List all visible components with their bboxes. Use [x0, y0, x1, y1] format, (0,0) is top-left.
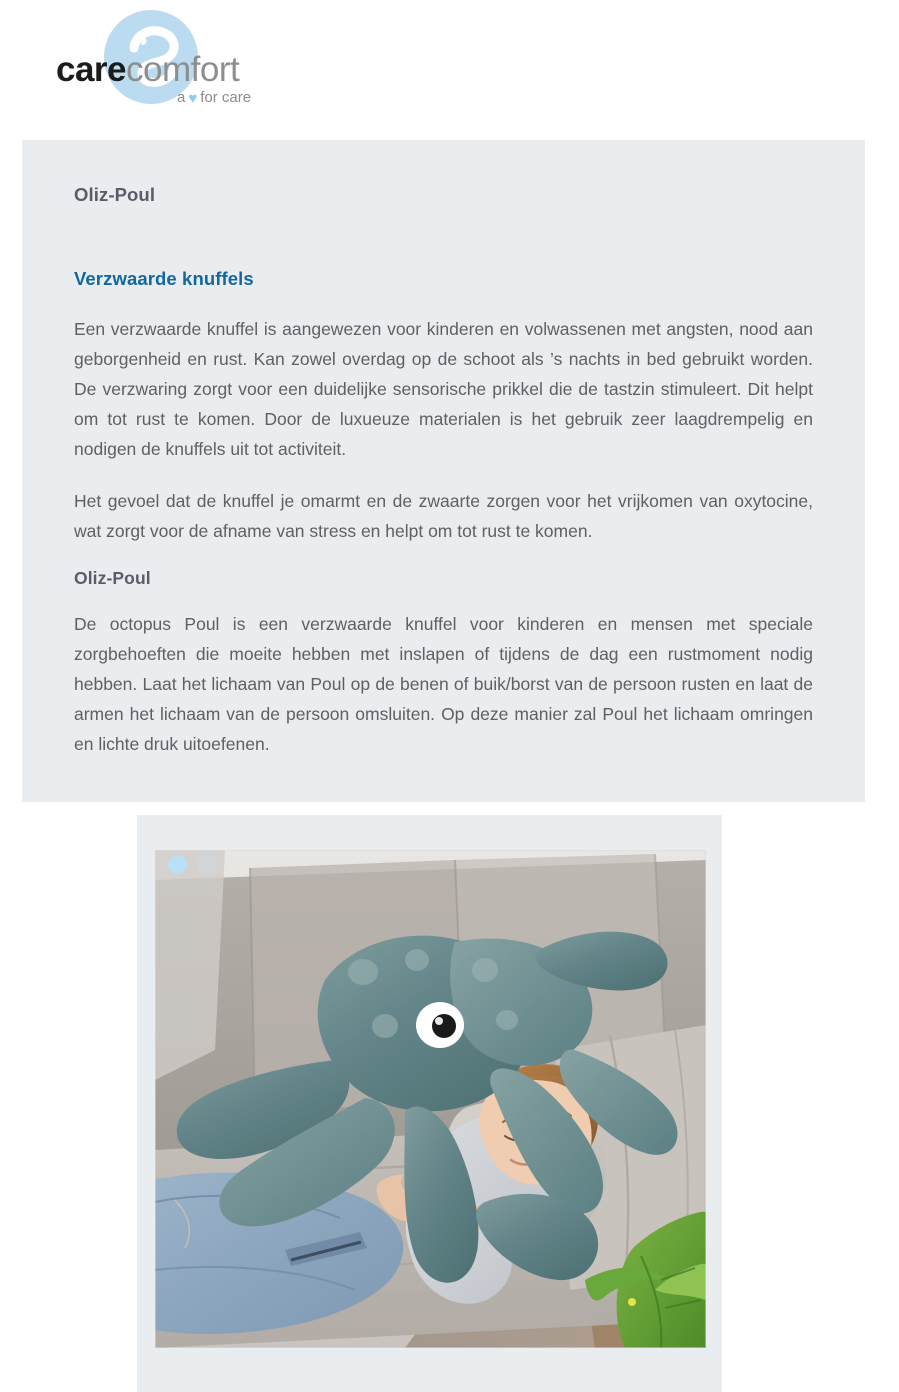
paragraph-product-description: De octopus Poul is een verzwaarde knuffel voor kinderen en mensen met speciale zorgbehoeften die moeite hebben met inslapen of tijdens de dag een rustmoment nodig hebben. Laat het lichaam van Poul op de benen of buik/borst van de persoon rusten en laat de armen het lichaam van de persoon omsluiten. Op deze manier zal Poul het lichaam omringen en lichte druk uitoefenen. [74, 614, 813, 754]
brand-logo [52, 4, 352, 116]
heart-icon: ♥ [188, 90, 198, 107]
logo-text-care: care [56, 50, 127, 89]
product-photo[interactable] [155, 850, 706, 1348]
carousel-dot-1[interactable] [168, 855, 187, 874]
page-title: Oliz-Poul [74, 184, 156, 205]
product-image-card [137, 815, 722, 1392]
tagline-text-after: for care [200, 89, 252, 106]
logo-wordmark [56, 52, 239, 87]
carousel-dot-2[interactable] [198, 855, 217, 874]
paragraph-intro: Een verzwaarde knuffel is aangewezen voor kinderen en volwassenen met angsten, nood aan geborgenheid en rust. Kan zowel overdag op de schoot als ’s nachts in bed gebruikt worden. De verzwaring zorgt voor een duidelijke sensorische prikkel die de tastzin stimuleert. Dit helpt om tot rust te komen. Door de luxueuze materialen is het gebruik zeer laagdrempelig en nodigen de knuffels uit tot activiteit. [74, 319, 813, 459]
sub-heading-oliz-poul: Oliz-Poul [74, 568, 151, 588]
paragraph-oxytocine: Het gevoel dat de knuffel je omarmt en de zwaarte zorgen voor het vrijkomen van oxytocine, wat zorgt voor de afname van stress en helpt om tot rust te komen. [74, 491, 813, 541]
logo-text-comfort: comfort [126, 50, 240, 89]
carousel-dots [168, 855, 217, 874]
section-heading: Verzwaarde knuffels [74, 268, 254, 289]
tagline-text-before: a [177, 89, 186, 106]
logo-tagline [177, 90, 251, 106]
content-panel [22, 140, 865, 802]
